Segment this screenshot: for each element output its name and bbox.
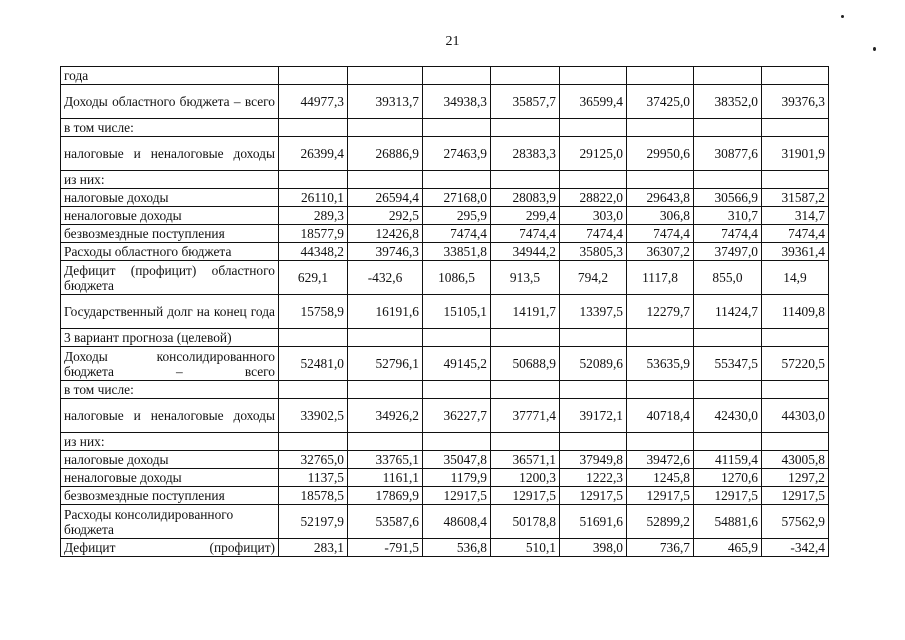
value-cell xyxy=(762,67,829,85)
value-cell xyxy=(491,119,560,137)
value-cell: 37425,0 xyxy=(627,85,694,119)
value-cell xyxy=(279,329,348,347)
value-cell xyxy=(560,381,627,399)
value-cell xyxy=(694,119,762,137)
value-cell: 53587,6 xyxy=(348,505,423,539)
value-cell: 36307,2 xyxy=(627,243,694,261)
value-cell: 283,1 xyxy=(279,539,348,557)
value-cell: 18578,5 xyxy=(279,487,348,505)
value-cell: 7474,4 xyxy=(423,225,491,243)
value-cell xyxy=(560,119,627,137)
value-cell: 303,0 xyxy=(560,207,627,225)
value-cell: 29950,6 xyxy=(627,137,694,171)
row-label: в том числе: xyxy=(61,119,279,137)
value-cell: 33765,1 xyxy=(348,451,423,469)
value-cell: 48608,4 xyxy=(423,505,491,539)
row-label: налоговые и неналоговые доходы xyxy=(61,399,279,433)
table-row xyxy=(61,539,829,557)
row-label: Дефицит (профицит) xyxy=(61,539,279,557)
row-label: Доходы областного бюджета – всего xyxy=(61,85,279,119)
value-cell xyxy=(423,381,491,399)
value-cell xyxy=(560,67,627,85)
value-cell: 29643,8 xyxy=(627,189,694,207)
value-cell: 57220,5 xyxy=(762,347,829,381)
page-number: 21 xyxy=(445,34,460,49)
value-cell: 44303,0 xyxy=(762,399,829,433)
value-cell xyxy=(279,171,348,189)
value-cell: 736,7 xyxy=(627,539,694,557)
table-row xyxy=(61,85,829,119)
value-cell: 465,9 xyxy=(694,539,762,557)
value-cell xyxy=(423,433,491,451)
value-cell: 26399,4 xyxy=(279,137,348,171)
row-label: 3 вариант прогноза (целевой) xyxy=(61,329,279,347)
value-cell: 17869,9 xyxy=(348,487,423,505)
value-cell: 12917,5 xyxy=(627,487,694,505)
value-cell: 629,1 xyxy=(279,261,348,295)
value-cell: 50178,8 xyxy=(491,505,560,539)
value-cell: 33902,5 xyxy=(279,399,348,433)
value-cell: 49145,2 xyxy=(423,347,491,381)
value-cell xyxy=(348,171,423,189)
value-cell: 15105,1 xyxy=(423,295,491,329)
value-cell xyxy=(491,433,560,451)
table-row xyxy=(61,295,829,329)
value-cell: 30566,9 xyxy=(694,189,762,207)
value-cell: 314,7 xyxy=(762,207,829,225)
value-cell: 12917,5 xyxy=(694,487,762,505)
value-cell xyxy=(762,329,829,347)
value-cell xyxy=(627,119,694,137)
value-cell: 1117,8 xyxy=(627,261,694,295)
value-cell: 34938,3 xyxy=(423,85,491,119)
value-cell: 52481,0 xyxy=(279,347,348,381)
value-cell: 7474,4 xyxy=(560,225,627,243)
table-row xyxy=(61,137,829,171)
value-cell xyxy=(694,67,762,85)
value-cell: 44977,3 xyxy=(279,85,348,119)
value-cell: 37497,0 xyxy=(694,243,762,261)
value-cell: 7474,4 xyxy=(694,225,762,243)
table-row xyxy=(61,451,829,469)
value-cell xyxy=(491,67,560,85)
value-cell: 7474,4 xyxy=(627,225,694,243)
value-cell: 39361,4 xyxy=(762,243,829,261)
value-cell: 36599,4 xyxy=(560,85,627,119)
value-cell xyxy=(762,433,829,451)
value-cell: 28083,9 xyxy=(491,189,560,207)
value-cell: 37949,8 xyxy=(560,451,627,469)
value-cell xyxy=(423,119,491,137)
value-cell: 12917,5 xyxy=(762,487,829,505)
value-cell xyxy=(762,381,829,399)
row-label: неналоговые доходы xyxy=(61,469,279,487)
value-cell: 52089,6 xyxy=(560,347,627,381)
row-label: налоговые доходы xyxy=(61,451,279,469)
value-cell xyxy=(694,329,762,347)
value-cell: 18577,9 xyxy=(279,225,348,243)
value-cell: 1161,1 xyxy=(348,469,423,487)
value-cell: 1245,8 xyxy=(627,469,694,487)
value-cell: 855,0 xyxy=(694,261,762,295)
value-cell: 306,8 xyxy=(627,207,694,225)
value-cell: 310,7 xyxy=(694,207,762,225)
value-cell: 26110,1 xyxy=(279,189,348,207)
value-cell xyxy=(694,171,762,189)
value-cell: 39746,3 xyxy=(348,243,423,261)
value-cell: 14,9 xyxy=(762,261,829,295)
value-cell xyxy=(560,329,627,347)
row-label: безвозмездные поступления xyxy=(61,487,279,505)
value-cell: 7474,4 xyxy=(762,225,829,243)
table-row xyxy=(61,347,829,381)
table-row xyxy=(61,381,829,399)
table-row xyxy=(61,487,829,505)
value-cell: 14191,7 xyxy=(491,295,560,329)
row-label: года xyxy=(61,67,279,85)
value-cell: 510,1 xyxy=(491,539,560,557)
value-cell xyxy=(627,381,694,399)
value-cell: 29125,0 xyxy=(560,137,627,171)
value-cell: -342,4 xyxy=(762,539,829,557)
value-cell: 35047,8 xyxy=(423,451,491,469)
value-cell xyxy=(560,171,627,189)
value-cell xyxy=(560,433,627,451)
value-cell: 12426,8 xyxy=(348,225,423,243)
value-cell: 299,4 xyxy=(491,207,560,225)
value-cell xyxy=(491,329,560,347)
value-cell: 28383,3 xyxy=(491,137,560,171)
table-row xyxy=(61,261,829,295)
value-cell: 39313,7 xyxy=(348,85,423,119)
value-cell: -791,5 xyxy=(348,539,423,557)
value-cell: 31587,2 xyxy=(762,189,829,207)
value-cell: 12917,5 xyxy=(423,487,491,505)
value-cell: 1222,3 xyxy=(560,469,627,487)
value-cell: 1137,5 xyxy=(279,469,348,487)
value-cell: 30877,6 xyxy=(694,137,762,171)
value-cell xyxy=(423,67,491,85)
row-label: Расходы областного бюджета xyxy=(61,243,279,261)
value-cell: 32765,0 xyxy=(279,451,348,469)
value-cell: 13397,5 xyxy=(560,295,627,329)
value-cell: 26594,4 xyxy=(348,189,423,207)
value-cell xyxy=(348,329,423,347)
value-cell xyxy=(762,119,829,137)
value-cell xyxy=(279,433,348,451)
table-row xyxy=(61,243,829,261)
value-cell xyxy=(491,381,560,399)
value-cell xyxy=(694,381,762,399)
value-cell: 44348,2 xyxy=(279,243,348,261)
table-row xyxy=(61,189,829,207)
value-cell xyxy=(627,67,694,85)
table-row xyxy=(61,171,829,189)
value-cell xyxy=(279,67,348,85)
value-cell xyxy=(279,381,348,399)
value-cell: 27168,0 xyxy=(423,189,491,207)
value-cell: 15758,9 xyxy=(279,295,348,329)
value-cell: 33851,8 xyxy=(423,243,491,261)
value-cell: 27463,9 xyxy=(423,137,491,171)
value-cell: 39472,6 xyxy=(627,451,694,469)
value-cell: 50688,9 xyxy=(491,347,560,381)
value-cell: 28822,0 xyxy=(560,189,627,207)
value-cell xyxy=(348,381,423,399)
value-cell: 913,5 xyxy=(491,261,560,295)
row-label: из них: xyxy=(61,433,279,451)
value-cell: 42430,0 xyxy=(694,399,762,433)
value-cell xyxy=(627,433,694,451)
value-cell: 39376,3 xyxy=(762,85,829,119)
table-row xyxy=(61,505,829,539)
value-cell: 1297,2 xyxy=(762,469,829,487)
row-label: неналоговые доходы xyxy=(61,207,279,225)
table-row xyxy=(61,399,829,433)
value-cell: 11409,8 xyxy=(762,295,829,329)
row-label: Дефицит (профицит) областного бюджета xyxy=(61,261,279,295)
row-label: из них: xyxy=(61,171,279,189)
row-label: Доходы консолидированного бюджета – всего xyxy=(61,347,279,381)
value-cell: 26886,9 xyxy=(348,137,423,171)
value-cell: 39172,1 xyxy=(560,399,627,433)
table-row xyxy=(61,207,829,225)
value-cell: 35805,3 xyxy=(560,243,627,261)
value-cell: 1086,5 xyxy=(423,261,491,295)
value-cell: 37771,4 xyxy=(491,399,560,433)
value-cell: 52899,2 xyxy=(627,505,694,539)
value-cell: 292,5 xyxy=(348,207,423,225)
value-cell: 36227,7 xyxy=(423,399,491,433)
value-cell: 34926,2 xyxy=(348,399,423,433)
value-cell: 41159,4 xyxy=(694,451,762,469)
table-row xyxy=(61,329,829,347)
table-row xyxy=(61,119,829,137)
value-cell: 11424,7 xyxy=(694,295,762,329)
value-cell: 7474,4 xyxy=(491,225,560,243)
value-cell: 53635,9 xyxy=(627,347,694,381)
value-cell xyxy=(348,67,423,85)
value-cell: 34944,2 xyxy=(491,243,560,261)
row-label: налоговые доходы xyxy=(61,189,279,207)
value-cell: 54881,6 xyxy=(694,505,762,539)
value-cell: 12279,7 xyxy=(627,295,694,329)
value-cell: 52197,9 xyxy=(279,505,348,539)
value-cell xyxy=(627,329,694,347)
value-cell: 1200,3 xyxy=(491,469,560,487)
row-label: в том числе: xyxy=(61,381,279,399)
value-cell xyxy=(348,433,423,451)
value-cell: 57562,9 xyxy=(762,505,829,539)
value-cell: 1179,9 xyxy=(423,469,491,487)
row-label: безвозмездные поступления xyxy=(61,225,279,243)
table-row xyxy=(61,225,829,243)
value-cell: 794,2 xyxy=(560,261,627,295)
value-cell xyxy=(348,119,423,137)
value-cell xyxy=(762,171,829,189)
value-cell: 16191,6 xyxy=(348,295,423,329)
value-cell: 38352,0 xyxy=(694,85,762,119)
value-cell: 35857,7 xyxy=(491,85,560,119)
value-cell: 31901,9 xyxy=(762,137,829,171)
value-cell: 40718,4 xyxy=(627,399,694,433)
value-cell: 1270,6 xyxy=(694,469,762,487)
value-cell: 536,8 xyxy=(423,539,491,557)
table-row xyxy=(61,469,829,487)
scan-speck xyxy=(873,47,876,51)
value-cell: 12917,5 xyxy=(560,487,627,505)
value-cell xyxy=(279,119,348,137)
value-cell: 43005,8 xyxy=(762,451,829,469)
value-cell: 55347,5 xyxy=(694,347,762,381)
value-cell: 289,3 xyxy=(279,207,348,225)
value-cell: -432,6 xyxy=(348,261,423,295)
value-cell xyxy=(627,171,694,189)
value-cell: 36571,1 xyxy=(491,451,560,469)
table-row xyxy=(61,433,829,451)
value-cell xyxy=(491,171,560,189)
value-cell xyxy=(423,171,491,189)
value-cell xyxy=(423,329,491,347)
table-row xyxy=(61,67,829,85)
value-cell: 51691,6 xyxy=(560,505,627,539)
scan-speck xyxy=(841,15,844,18)
value-cell: 295,9 xyxy=(423,207,491,225)
value-cell: 52796,1 xyxy=(348,347,423,381)
row-label: Расходы консолидированного бюджета xyxy=(61,505,279,539)
budget-forecast-table xyxy=(60,66,829,557)
value-cell: 398,0 xyxy=(560,539,627,557)
row-label: Государственный долг на конец года xyxy=(61,295,279,329)
value-cell: 12917,5 xyxy=(491,487,560,505)
row-label: налоговые и неналоговые доходы xyxy=(61,137,279,171)
value-cell xyxy=(694,433,762,451)
